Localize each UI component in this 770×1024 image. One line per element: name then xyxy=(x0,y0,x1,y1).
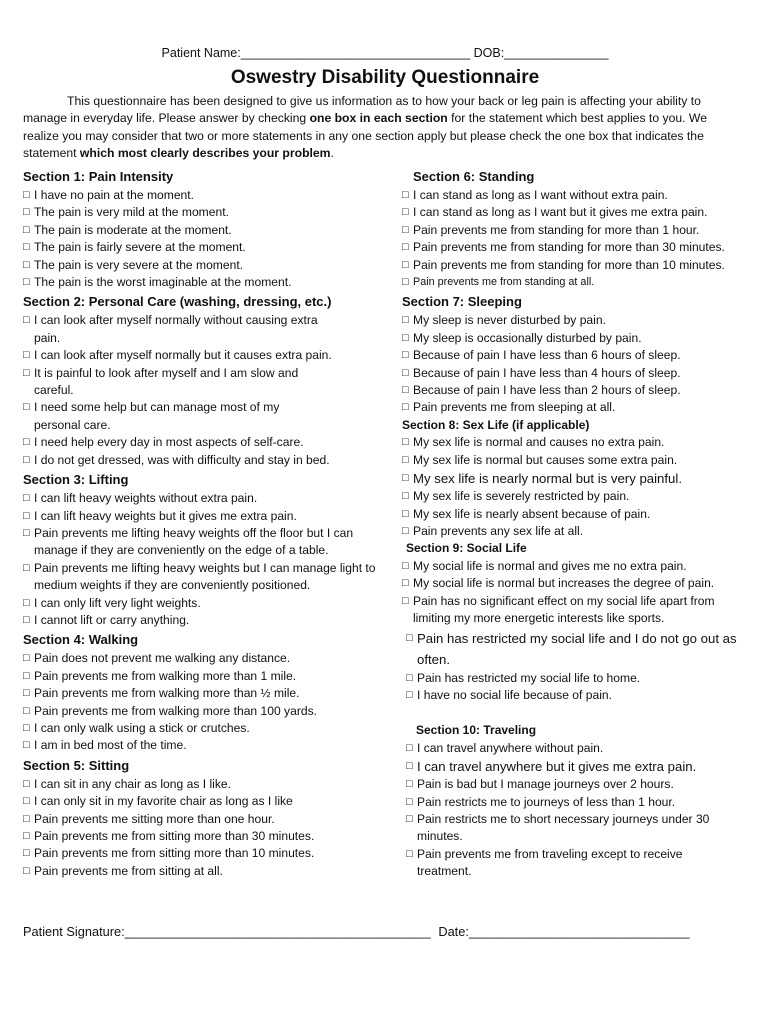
checkbox[interactable]: □ xyxy=(23,241,30,254)
section-2-option[interactable] xyxy=(23,434,393,451)
option-label: I need help every day in most aspects of self-care. xyxy=(34,435,304,450)
checkbox[interactable]: □ xyxy=(23,652,30,665)
checkbox[interactable]: □ xyxy=(23,314,30,327)
checkbox[interactable]: □ xyxy=(402,559,409,572)
checkbox[interactable]: □ xyxy=(402,401,409,414)
option-label: I can stand as long as I want without extra pain. xyxy=(413,188,668,202)
option-label: I am in bed most of the time. xyxy=(34,738,187,753)
checkbox[interactable]: □ xyxy=(23,453,30,466)
section-6-title: Section 6: Standing xyxy=(413,169,535,184)
option-label: Pain prevents me from traveling except to receive treatment. xyxy=(417,846,683,879)
checkbox[interactable]: □ xyxy=(23,492,30,505)
option-label: The pain is moderate at the moment. xyxy=(34,222,232,237)
option-label: I can travel anywhere without pain. xyxy=(417,740,604,755)
option-label: Pain prevents me from standing for more than 30 minutes. xyxy=(413,240,725,255)
checkbox[interactable]: □ xyxy=(23,276,30,289)
section-2-title: Section 2: Personal Care (washing, dressing, etc.) xyxy=(23,294,332,310)
section-9-option[interactable] xyxy=(406,670,762,687)
section-9-option[interactable] xyxy=(406,628,752,670)
section-3-option[interactable] xyxy=(23,612,393,629)
section-10-title: Section 10: Traveling xyxy=(416,723,537,738)
checkbox[interactable]: □ xyxy=(402,577,409,590)
section-7-option[interactable] xyxy=(402,312,762,329)
section-1-option[interactable] xyxy=(23,187,393,204)
section-5-option[interactable] xyxy=(23,793,393,810)
checkbox[interactable]: □ xyxy=(23,509,30,522)
section-4-option[interactable] xyxy=(23,650,393,667)
checkbox[interactable]: □ xyxy=(23,401,30,414)
option-label: I cannot lift or carry anything. xyxy=(34,612,190,627)
option-label: I can sit in any chair as long as I like. xyxy=(34,776,231,791)
section-6-option[interactable] xyxy=(402,187,762,204)
option-label: Pain is bad but I manage journeys over 2 hours. xyxy=(417,777,674,792)
option-label: The pain is the worst imaginable at the moment. xyxy=(34,275,292,290)
section-3-option[interactable] xyxy=(23,490,393,507)
option-label: My sex life is severely restricted by pain. xyxy=(413,489,630,504)
section-2-option[interactable] xyxy=(23,399,309,434)
date-field[interactable]: Date:_______________________________ xyxy=(438,924,690,939)
option-label: Pain has no significant effect on my social life apart from limiting my more energetic interests like sports. xyxy=(413,593,715,626)
option-label: I can look after myself normally but it causes extra pain. xyxy=(34,348,332,363)
option-label: I can look after myself normally without causing extra pain. xyxy=(34,313,318,345)
option-label: I can only sit in my favorite chair as long as I like xyxy=(34,794,293,809)
checkbox[interactable]: □ xyxy=(406,688,413,701)
checkbox[interactable]: □ xyxy=(23,596,30,609)
section-8-option[interactable] xyxy=(402,434,762,451)
checkbox[interactable]: □ xyxy=(402,241,409,254)
section-5-title: Section 5: Sitting xyxy=(23,757,130,773)
option-label: Pain prevents me lifting heavy weights but I can manage light to medium weights if they are conveniently positioned. xyxy=(34,560,376,593)
section-6-option[interactable] xyxy=(402,257,762,274)
checkbox[interactable]: □ xyxy=(402,384,409,397)
section-10-option[interactable] xyxy=(406,776,762,793)
option-label: The pain is very mild at the moment. xyxy=(34,205,229,220)
option-label: Pain restricts me to short necessary journeys under 30 minutes. xyxy=(417,812,710,844)
option-label: My social life is normal but increases the degree of pain. xyxy=(413,576,715,591)
section-7-title: Section 7: Sleeping xyxy=(402,294,522,310)
checkbox[interactable]: □ xyxy=(23,436,30,449)
checkbox[interactable]: □ xyxy=(23,739,30,752)
checkbox[interactable]: □ xyxy=(23,795,30,808)
section-9-option[interactable] xyxy=(406,687,762,704)
section-2-option[interactable] xyxy=(23,347,393,364)
option-label: My sex life is nearly absent because of pain. xyxy=(413,506,651,521)
section-5-option[interactable] xyxy=(23,811,393,828)
section-6-option[interactable] xyxy=(402,222,762,239)
option-label: My sex life is normal but causes some extra pain. xyxy=(413,452,678,467)
section-7-option[interactable] xyxy=(402,382,762,399)
section-8-option[interactable] xyxy=(402,523,762,540)
checkbox[interactable]: □ xyxy=(406,671,413,684)
option-label: Pain has restricted my social life and I do not go out as often. xyxy=(417,630,737,667)
intro-bold-2: which most clearly describes your problem xyxy=(79,145,331,160)
checkbox[interactable]: □ xyxy=(402,594,409,607)
option-label: I can lift heavy weights but it gives me extra pain. xyxy=(34,508,297,523)
checkbox[interactable]: □ xyxy=(402,525,409,537)
checkbox[interactable]: □ xyxy=(23,526,30,539)
section-10-option[interactable] xyxy=(406,757,762,776)
section-10-option[interactable] xyxy=(406,846,722,881)
checkbox[interactable]: □ xyxy=(23,223,30,236)
option-label: Pain prevents me lifting heavy weights off the floor but I can manage if they are conveniently on the edge of a table. xyxy=(34,525,354,558)
checkbox[interactable]: □ xyxy=(402,453,409,466)
checkbox[interactable]: □ xyxy=(402,223,409,236)
section-7-option[interactable] xyxy=(402,365,762,382)
checkbox[interactable]: □ xyxy=(23,864,30,877)
section-4-title: Section 4: Walking xyxy=(23,632,139,648)
checkbox[interactable]: □ xyxy=(23,366,30,379)
section-1-option[interactable] xyxy=(23,204,393,221)
checkbox[interactable]: □ xyxy=(402,472,409,485)
intro-text-2: for the statement which best applies to you. We realize you may consider that two or more statements in any one section apply but please check the one box that indicates the statement xyxy=(23,111,707,160)
option-label: Pain has restricted my social life to home. xyxy=(417,670,641,685)
checkbox[interactable]: □ xyxy=(406,631,413,644)
checkbox[interactable]: □ xyxy=(402,206,409,219)
option-label: Pain prevents me from sitting more than 30 minutes. xyxy=(34,829,315,843)
option-label: Pain prevents me from standing at all. xyxy=(413,276,595,289)
option-label: Pain prevents any sex life at all. xyxy=(413,524,584,538)
intro-bold-1: one box in each section xyxy=(309,111,448,126)
section-9-title: Section 9: Social Life xyxy=(406,541,527,556)
section-8-option[interactable] xyxy=(402,452,762,469)
section-1-option[interactable] xyxy=(23,257,393,274)
option-label: My sex life is normal and causes no extra pain. xyxy=(413,435,665,450)
section-3-option[interactable] xyxy=(23,595,393,612)
checkbox[interactable]: □ xyxy=(23,687,30,700)
section-1-option[interactable] xyxy=(23,274,393,291)
intro-text-1: This questionnaire has been designed to give us information as to how your back or leg pain is affecting your ability to manage in everyday life. Please answer by checking xyxy=(23,94,701,126)
section-4-option[interactable] xyxy=(23,703,393,720)
checkbox[interactable]: □ xyxy=(23,847,30,860)
checkbox[interactable]: □ xyxy=(23,258,30,271)
option-label: Pain prevents me from walking more than ½ mile. xyxy=(34,686,300,701)
checkbox[interactable]: □ xyxy=(23,613,30,626)
option-label: Because of pain I have less than 2 hours of sleep. xyxy=(413,383,681,398)
option-label: The pain is very severe at the moment. xyxy=(34,257,244,272)
checkbox[interactable]: □ xyxy=(23,669,30,682)
option-label: I have no pain at the moment. xyxy=(34,188,195,202)
checkbox[interactable]: □ xyxy=(402,331,409,344)
intro-text-3: . xyxy=(330,145,334,160)
intro-paragraph xyxy=(23,93,738,162)
section-5-option[interactable] xyxy=(23,863,393,880)
section-4-option[interactable] xyxy=(23,668,393,685)
option-label: I need some help but can manage most of my personal care. xyxy=(34,400,280,432)
checkbox[interactable]: □ xyxy=(402,490,409,503)
section-9-option[interactable] xyxy=(402,593,743,628)
option-label: Pain prevents me from walking more than 100 yards. xyxy=(34,703,317,718)
section-1-option[interactable] xyxy=(23,239,393,256)
page-title: Oswestry Disability Questionnaire xyxy=(230,67,540,88)
section-1-title: Section 1: Pain Intensity xyxy=(23,169,174,184)
section-8-title: Section 8: Sex Life (if applicable) xyxy=(402,417,590,432)
checkbox[interactable]: □ xyxy=(406,778,413,791)
checkbox[interactable]: □ xyxy=(402,349,409,362)
section-7-option[interactable] xyxy=(402,347,762,364)
section-9-option[interactable] xyxy=(402,575,762,592)
option-label: My sex life is nearly normal but is very painful. xyxy=(413,471,682,487)
option-label: Pain prevents me from sleeping at all. xyxy=(413,400,616,415)
section-7-option[interactable] xyxy=(402,330,762,347)
checkbox[interactable]: □ xyxy=(23,189,30,201)
section-1-option[interactable] xyxy=(23,222,393,239)
section-2-option[interactable] xyxy=(23,452,393,469)
checkbox[interactable]: □ xyxy=(406,741,413,754)
section-9-option[interactable] xyxy=(402,558,762,575)
option-label: Pain prevents me from sitting more than 10 minutes. xyxy=(34,846,315,861)
option-label: I can only lift very light weights. xyxy=(34,595,201,610)
option-label: My sleep is never disturbed by pain. xyxy=(413,313,606,328)
section-5-option[interactable] xyxy=(23,845,393,862)
section-6-option[interactable] xyxy=(402,239,762,256)
section-7-option[interactable] xyxy=(402,399,762,416)
option-label: It is painful to look after myself and I am slow and careful. xyxy=(34,365,299,398)
checkbox[interactable]: □ xyxy=(23,561,30,574)
section-4-option[interactable] xyxy=(23,720,393,737)
option-label: Pain does not prevent me walking any distance. xyxy=(34,651,291,666)
checkbox[interactable]: □ xyxy=(406,813,413,826)
section-2-option[interactable] xyxy=(23,312,324,347)
checkbox[interactable]: □ xyxy=(402,258,409,271)
checkbox[interactable]: □ xyxy=(23,777,30,790)
section-6-option[interactable] xyxy=(402,204,762,221)
option-label: Pain restricts me to journeys of less than 1 hour. xyxy=(417,794,676,809)
option-label: I can travel anywhere but it gives me extra pain. xyxy=(417,759,697,775)
option-label: Pain prevents me from standing for more than 10 minutes. xyxy=(413,257,725,272)
checkbox[interactable]: □ xyxy=(402,276,409,289)
checkbox[interactable]: □ xyxy=(402,507,409,520)
option-label: I do not get dressed, was with difficulty and stay in bed. xyxy=(34,452,330,467)
section-4-option[interactable] xyxy=(23,685,393,702)
section-8-option[interactable] xyxy=(402,469,762,488)
section-3-title: Section 3: Lifting xyxy=(23,472,129,488)
option-label: The pain is fairly severe at the moment. xyxy=(34,240,246,255)
option-label: I can lift heavy weights without extra pain. xyxy=(34,491,258,506)
option-label: Pain prevents me sitting more than one hour. xyxy=(34,811,275,826)
patient-name-dob-line[interactable]: Patient Name:_________________________________ DOB:_______________ xyxy=(161,46,609,60)
checkbox[interactable]: □ xyxy=(406,795,413,808)
option-label: Pain prevents me from walking more than 1 mile. xyxy=(34,668,297,683)
checkbox[interactable]: □ xyxy=(402,436,409,449)
checkbox[interactable]: □ xyxy=(402,314,409,327)
section-10-option[interactable] xyxy=(406,794,762,811)
section-10-option[interactable] xyxy=(406,811,742,846)
section-5-option[interactable] xyxy=(23,828,393,845)
patient-signature-field[interactable]: Patient Signature:___________________________________________ xyxy=(23,924,431,939)
section-3-option[interactable] xyxy=(23,508,393,525)
section-4-option[interactable] xyxy=(23,737,393,754)
checkbox[interactable]: □ xyxy=(406,847,413,860)
option-label: My social life is normal and gives me no extra pain. xyxy=(413,558,687,573)
checkbox[interactable]: □ xyxy=(23,812,30,825)
option-label: My sleep is occasionally disturbed by pain. xyxy=(413,330,642,345)
checkbox[interactable]: □ xyxy=(402,366,409,379)
section-5-option[interactable] xyxy=(23,776,393,793)
checkbox[interactable]: □ xyxy=(402,189,409,201)
section-10-option[interactable] xyxy=(406,740,762,757)
section-8-option[interactable] xyxy=(402,488,762,505)
checkbox[interactable]: □ xyxy=(23,704,30,717)
option-label: Pain prevents me from standing for more than 1 hour. xyxy=(413,222,700,237)
checkbox[interactable]: □ xyxy=(23,721,30,734)
signature-date-line xyxy=(23,924,743,939)
checkbox[interactable]: □ xyxy=(23,349,30,362)
checkbox[interactable]: □ xyxy=(23,206,30,219)
option-label: Because of pain I have less than 6 hours of sleep. xyxy=(413,348,681,363)
left-column xyxy=(23,166,393,880)
option-label: Because of pain I have less than 4 hours of sleep. xyxy=(413,365,681,380)
checkbox[interactable]: □ xyxy=(406,760,413,773)
section-2-option[interactable] xyxy=(23,365,334,400)
checkbox[interactable]: □ xyxy=(23,830,30,842)
option-label: I can only walk using a stick or crutches. xyxy=(34,720,250,735)
section-8-option[interactable] xyxy=(402,506,762,523)
section-3-option[interactable] xyxy=(23,560,399,595)
option-label: I can stand as long as I want but it gives me extra pain. xyxy=(413,205,708,220)
option-label: I have no social life because of pain. xyxy=(417,687,612,702)
right-column xyxy=(402,166,762,881)
section-6-option[interactable] xyxy=(402,274,762,291)
option-label: Pain prevents me from sitting at all. xyxy=(34,863,223,878)
section-3-option[interactable] xyxy=(23,525,399,560)
